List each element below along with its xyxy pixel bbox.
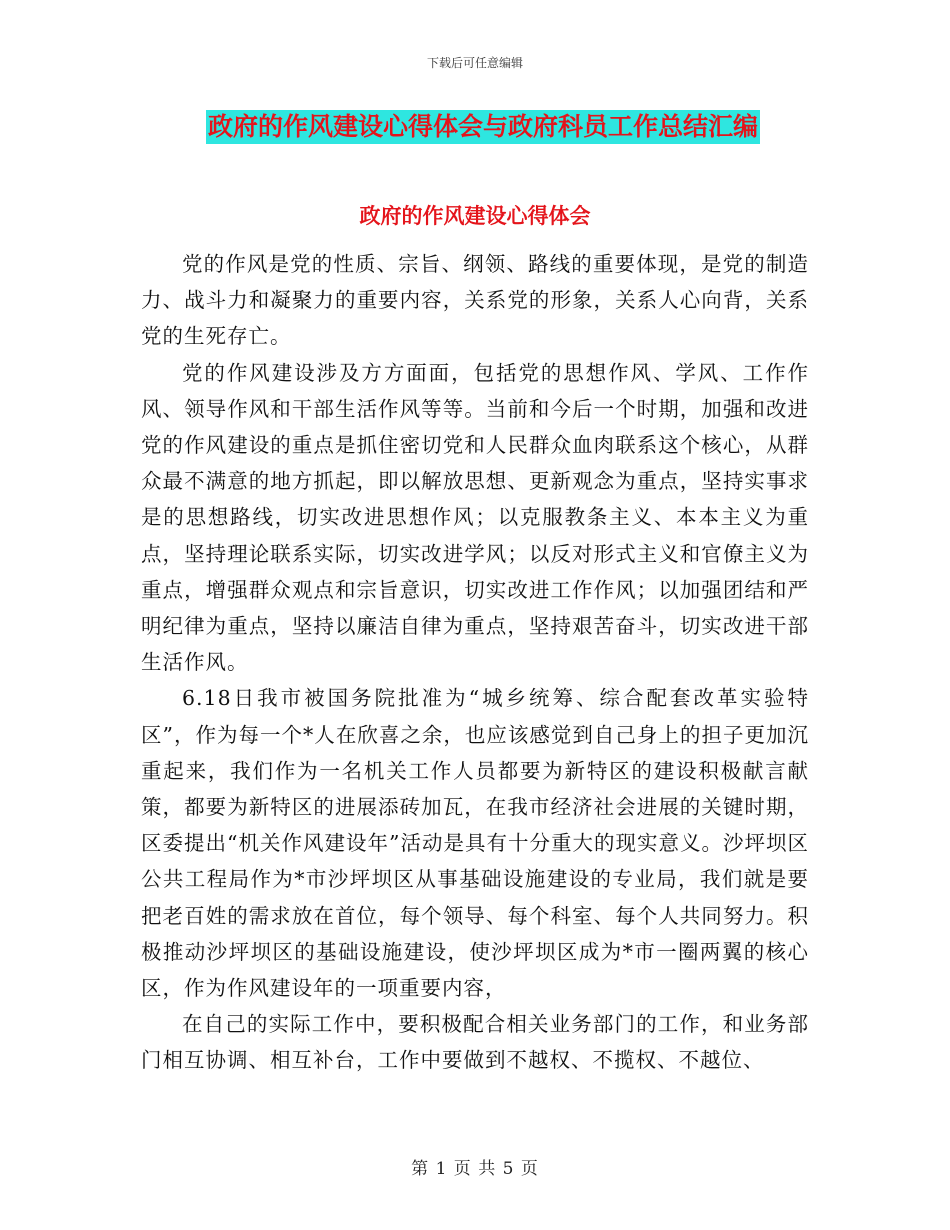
document-title: 政府的作风建设心得体会与政府科员工作总结汇编 — [206, 110, 760, 144]
paragraph: 在自己的实际工作中，要积极配合相关业务部门的工作，和业务部门相互协调、相互补台，工作中要做到不越权、不揽权、不越位、 — [141, 1012, 809, 1073]
paragraph: 党的作风是党的性质、宗旨、纲领、路线的重要体现，是党的制造力、战斗力和凝聚力的重要内容，关系党的形象，关系人心向背，关系党的生死存亡。 — [141, 252, 809, 349]
section-title: 政府的作风建设心得体会 — [359, 203, 591, 228]
paragraph: 党的作风建设涉及方方面面，包括党的思想作风、学风、工作作风、领导作风和干部生活作风等等。当前和今后一个时期，加强和改进党的作风建设的重点是抓住密切党和人民群众血肉联系这个核心，从群众最不满意的地方抓起，即以解放思想、更新观念为重点，坚持实事求是的思想路线，切实改进思想作风；以克服教条主义、本本主义为重点，坚持理论联系实际，切实改进学风；以反对形式主义和官僚主义为重点，增强群众观点和宗旨意识，切实改进工作作风；以加强团结和严明纪律为重点，坚持以廉洁自律为重点，坚持艰苦奋斗，切实改进干部生活作风。 — [141, 360, 809, 675]
document-body — [141, 246, 809, 1079]
paragraph: 6.18日我市被国务院批准为“城乡统筹、综合配套改革实验特区”，作为每一个*人在欣喜之余，也应该感觉到自己身上的担子更加沉重起来，我们作为一名机关工作人员都要为新特区的建设积极献言献策，都要为新特区的进展添砖加瓦，在我市经济社会进展的关键时期，区委提出“机关作风建设年”活动是具有十分重大的现实意义。沙坪坝区公共工程局作为*市沙坪坝区从事基础设施建设的专业局，我们就是要把老百姓的需求放在首位，每个领导、每个科室、每个人共同努力。积极推动沙坪坝区的基础设施建设，使沙坪坝区成为*市一圈两翼的核心区，作为作风建设年的一项重要内容， — [141, 686, 809, 1001]
page-header-note: 下载后可任意编辑 — [426, 56, 523, 70]
page-footer: 第 1 页 共 5 页 — [411, 1159, 539, 1179]
